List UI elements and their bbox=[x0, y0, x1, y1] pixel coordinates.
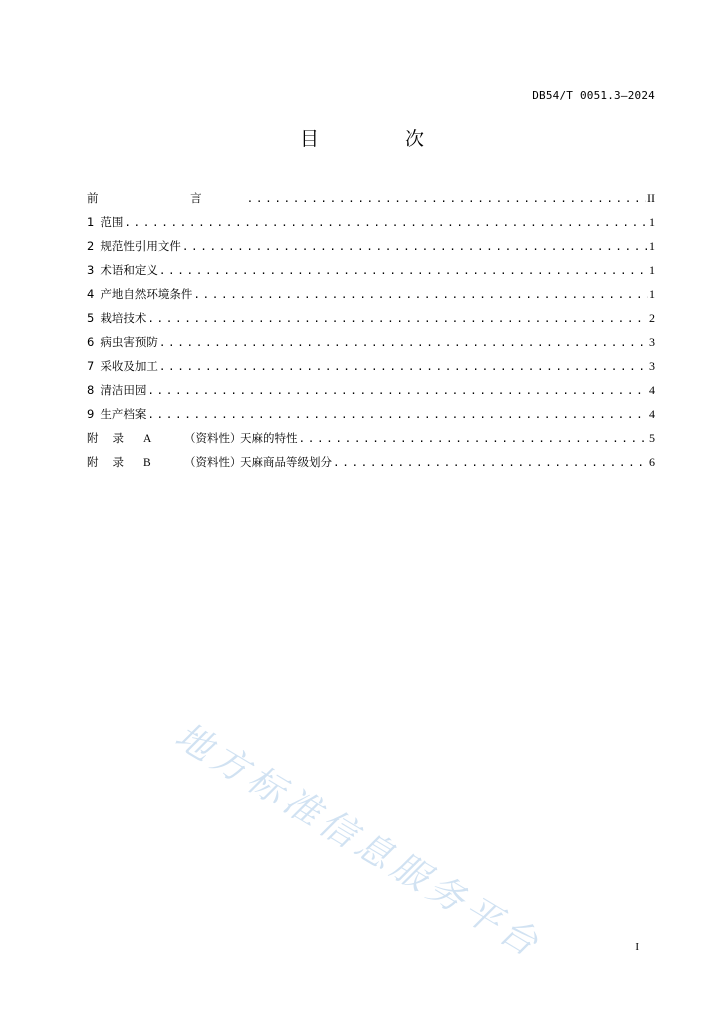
toc-entry-8[interactable] bbox=[87, 382, 655, 406]
toc-entry-page: 1 bbox=[649, 215, 655, 229]
dot-leader bbox=[147, 384, 648, 397]
toc-entry-label: 范围 bbox=[100, 215, 124, 229]
dot-leader bbox=[299, 432, 649, 445]
toc-entry-4[interactable] bbox=[87, 286, 655, 310]
dot-leader bbox=[182, 240, 648, 253]
toc-entry-number: 7 bbox=[87, 359, 95, 373]
appendix-word: 附录 bbox=[87, 431, 138, 445]
toc-title: 目 次 bbox=[299, 128, 465, 150]
dot-leader bbox=[247, 192, 646, 205]
toc-entry-page: 2 bbox=[649, 311, 655, 325]
toc-entry-page: 3 bbox=[649, 335, 655, 349]
toc-entry-page: 1 bbox=[649, 287, 655, 301]
toc-entry-2[interactable] bbox=[87, 238, 655, 262]
toc-entry-number: 1 bbox=[87, 215, 95, 229]
toc-entry-number: 5 bbox=[87, 311, 95, 325]
toc-entry-7[interactable] bbox=[87, 358, 655, 382]
appendix-letter: B bbox=[143, 457, 151, 469]
toc-entry-number: 3 bbox=[87, 263, 95, 277]
toc-entry-page: 3 bbox=[649, 359, 655, 373]
toc-entry-3[interactable] bbox=[87, 262, 655, 286]
watermark: 地方标准信息服务平台 bbox=[167, 715, 550, 967]
toc-entry-label: 天麻商品等级划分 bbox=[240, 455, 332, 469]
toc-entry-5[interactable] bbox=[87, 310, 655, 334]
toc-entry-page: 1 bbox=[649, 263, 655, 277]
toc-entry-label: 采收及加工 bbox=[100, 359, 158, 373]
toc-entry-foreword[interactable] bbox=[87, 190, 655, 214]
appendix-kind: （资料性） bbox=[184, 455, 242, 469]
toc-entry-page: 4 bbox=[649, 383, 655, 397]
appendix-kind: （资料性） bbox=[184, 431, 242, 445]
toc-entry-page: 5 bbox=[649, 431, 655, 445]
toc-entry-9[interactable] bbox=[87, 406, 655, 430]
dot-leader bbox=[159, 336, 648, 349]
document-header-code: DB54/T 0051.3—2024 bbox=[532, 89, 655, 102]
toc-entry-label: 病虫害预防 bbox=[100, 335, 158, 349]
toc-entry-number: 4 bbox=[87, 287, 95, 301]
dot-leader bbox=[159, 360, 648, 373]
dot-leader bbox=[333, 456, 648, 469]
toc-entry-appendix-a[interactable] bbox=[87, 430, 655, 454]
dot-leader bbox=[147, 408, 648, 421]
toc-entry-1[interactable] bbox=[87, 214, 655, 238]
toc-entry-label: 前 言 bbox=[87, 191, 246, 205]
table-of-contents bbox=[87, 190, 655, 478]
dot-leader bbox=[193, 288, 648, 301]
dot-leader bbox=[159, 264, 648, 277]
toc-entry-label: 天麻的特性 bbox=[240, 431, 298, 445]
appendix-letter: A bbox=[143, 433, 152, 445]
toc-entry-label: 产地自然环境条件 bbox=[100, 287, 193, 301]
toc-entry-page: II bbox=[647, 191, 655, 205]
toc-entry-label: 生产档案 bbox=[100, 407, 147, 421]
toc-entry-number: 9 bbox=[87, 407, 95, 421]
appendix-word: 附录 bbox=[87, 455, 138, 469]
toc-entry-page: 1 bbox=[649, 239, 655, 253]
toc-entry-number: 2 bbox=[87, 239, 95, 253]
toc-entry-label: 栽培技术 bbox=[100, 311, 147, 325]
toc-entry-6[interactable] bbox=[87, 334, 655, 358]
toc-entry-label: 术语和定义 bbox=[100, 263, 158, 277]
toc-entry-appendix-b[interactable] bbox=[87, 454, 655, 478]
toc-entry-label: 清洁田园 bbox=[100, 383, 147, 397]
toc-entry-page: 6 bbox=[649, 455, 655, 469]
dot-leader bbox=[124, 216, 648, 229]
toc-entry-label: 规范性引用文件 bbox=[100, 239, 181, 253]
toc-entry-number: 6 bbox=[87, 335, 95, 349]
toc-entry-page: 4 bbox=[649, 407, 655, 421]
page-number: I bbox=[635, 941, 639, 953]
toc-entry-number: 8 bbox=[87, 383, 95, 397]
dot-leader bbox=[147, 312, 648, 325]
